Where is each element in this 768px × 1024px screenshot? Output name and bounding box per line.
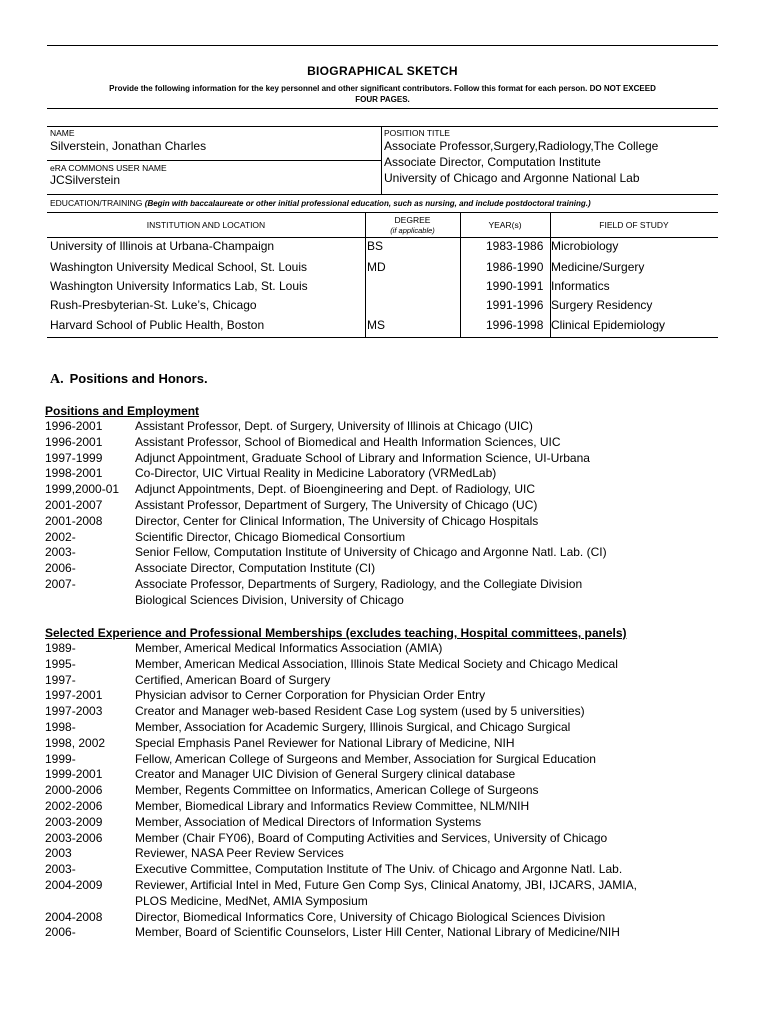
- item-text: Special Emphasis Panel Reviewer for National Library of Medicine, NIH: [135, 735, 515, 750]
- list-item: [45, 752, 735, 768]
- edu-years: 1991-1996: [486, 298, 544, 312]
- item-text: Assistant Professor, School of Biomedical and Health Information Sciences, UIC: [135, 434, 561, 449]
- col-field: FIELD OF STUDY: [599, 220, 669, 230]
- memberships-list: [45, 641, 735, 941]
- section-a-letter: A.: [50, 372, 64, 387]
- commons-name: JCSilverstein: [50, 173, 121, 187]
- education-note: (Begin with baccalaureate or other initial professional education, such as nursing, and include postdoctoral training.): [144, 199, 591, 208]
- list-item: [45, 673, 735, 689]
- item-text: Assistant Professor, Dept. of Surgery, University of Illinois at Chicago (UIC): [135, 419, 533, 433]
- item-text: Member, Association of Medical Directors of Information Systems: [135, 814, 482, 829]
- list-item: [45, 482, 735, 498]
- item-text: PLOS Medicine, MedNet, AMIA Symposium: [135, 893, 368, 908]
- list-item: [45, 451, 735, 467]
- item-text: Member, Board of Scientific Counselors, Lister Hill Center, National Library of Medicine/NIH: [135, 925, 620, 940]
- edu-body-divider-2: [460, 237, 461, 337]
- list-item: [45, 783, 735, 799]
- list-item: [45, 593, 735, 609]
- edu-institution: Rush-Presbyterian-St. Luke’s, Chicago: [50, 298, 257, 312]
- item-year: 1999-: [45, 751, 76, 766]
- list-item: [45, 577, 735, 593]
- item-text: Director, Biomedical Informatics Core, University of Chicago Biological Sciences Division: [135, 909, 606, 924]
- education-label: [50, 198, 591, 208]
- item-text: Reviewer, NASA Peer Review Services: [135, 846, 344, 861]
- list-item: [45, 831, 735, 847]
- edu-institution: Harvard School of Public Health, Boston: [50, 318, 265, 332]
- list-item: [45, 846, 735, 862]
- document-title: BIOGRAPHICAL SKETCH: [307, 64, 458, 78]
- item-year: 2007-: [45, 576, 76, 591]
- list-item: [45, 641, 735, 657]
- name-label: NAME: [50, 128, 75, 138]
- edu-degree: MS: [367, 318, 385, 332]
- edu-years: 1986-1990: [486, 260, 544, 274]
- item-year: 2003-: [45, 862, 76, 877]
- item-year: 1999-2001: [45, 767, 103, 782]
- item-text: Member, Association for Academic Surgery, Illinois Surgical, and Chicago Surgical: [135, 719, 571, 734]
- item-year: 2003-2009: [45, 814, 103, 829]
- list-item: [45, 878, 735, 894]
- item-text: Senior Fellow, Computation Institute of University of Chicago and Argonne Natl. Lab. (CI): [135, 545, 607, 560]
- item-text: Director, Center for Clinical Information, The University of Chicago Hospitals: [135, 513, 539, 528]
- list-item: [45, 688, 735, 704]
- item-text: Reviewer, Artificial Intel in Med, Future Gen Comp Sys, Clinical Anatomy, JBI, IJCARS, JAMIA,: [135, 877, 637, 892]
- item-text: Member, Americal Medical Informatics Association (AMIA): [135, 641, 443, 655]
- positions-heading: Positions and Employment: [45, 404, 200, 418]
- edu-institution: Washington University Informatics Lab, St. Louis: [50, 279, 308, 293]
- instructions-line-2: FOUR PAGES.: [355, 95, 410, 104]
- edu-body-divider-1: [365, 237, 366, 337]
- box-bottom-rule: [47, 194, 718, 195]
- item-year: 2002-2006: [45, 798, 103, 813]
- item-year: 2003: [45, 846, 72, 861]
- item-year: 2006-: [45, 925, 76, 940]
- list-item: [45, 736, 735, 752]
- section-a-heading: [50, 371, 208, 388]
- item-year: 1998-: [45, 719, 76, 734]
- item-text: Member, American Medical Association, Illinois State Medical Society and Chicago Medical: [135, 656, 618, 671]
- list-item: [45, 894, 735, 910]
- positions-list: [45, 419, 735, 609]
- edu-years: 1983-1986: [486, 239, 544, 253]
- item-text: Biological Sciences Division, University of Chicago: [135, 592, 404, 607]
- edu-degree: MD: [367, 260, 386, 274]
- box-top-rule: [47, 126, 718, 127]
- item-text: Assistant Professor, Department of Surgery, The University of Chicago (UC): [135, 497, 538, 512]
- item-year: 2001-2008: [45, 513, 103, 528]
- box-divider: [381, 126, 382, 194]
- edu-institution: Washington University Medical School, St. Louis: [50, 260, 308, 274]
- position-line-1: Associate Professor,Surgery,Radiology,The College: [384, 139, 659, 153]
- list-item: [45, 545, 735, 561]
- item-year: 2000-2006: [45, 783, 103, 798]
- item-text: Associate Professor, Departments of Surgery, Radiology, and the Collegiate Division: [135, 576, 583, 591]
- item-text: Physician advisor to Cerner Corporation for Physician Order Entry: [135, 688, 486, 703]
- item-year: 2004-2008: [45, 909, 103, 924]
- list-item: [45, 466, 735, 482]
- list-item: [45, 419, 735, 435]
- list-item: [45, 925, 735, 941]
- header-rule: [47, 108, 718, 109]
- item-text: Member, Biomedical Library and Informatics Review Committee, NLM/NIH: [135, 798, 530, 813]
- item-year: 1998-2001: [45, 466, 103, 481]
- item-text: Scientific Director, Chicago Biomedical Consortium: [135, 529, 406, 544]
- list-item: [45, 498, 735, 514]
- item-year: 2003-: [45, 545, 76, 560]
- instructions-line-1: Provide the following information for the key personnel and other significant contributors. Follow this format for each person. DO NOT EXCEED: [109, 84, 656, 93]
- item-year: 2006-: [45, 561, 76, 576]
- edu-header-top-rule: [47, 212, 718, 213]
- item-year: 1997-1999: [45, 450, 103, 465]
- item-year: 2004-2009: [45, 877, 103, 892]
- item-text: Creator and Manager web-based Resident Case Log system (used by 5 universities): [135, 704, 585, 719]
- item-year: 1999,2000-01: [45, 482, 120, 497]
- item-year: 1989-: [45, 641, 76, 655]
- item-year: 1995-: [45, 656, 76, 671]
- position-line-2: Associate Director, Computation Institute: [384, 155, 601, 169]
- edu-institution: University of Illinois at Urbana-Champaign: [50, 239, 275, 253]
- edu-years: 1996-1998: [486, 318, 544, 332]
- item-year: 2001-2007: [45, 497, 103, 512]
- education-title: EDUCATION/TRAINING: [50, 198, 143, 208]
- instructions: [47, 83, 718, 105]
- list-item: [45, 767, 735, 783]
- edu-header-bottom-rule: [47, 237, 718, 238]
- commons-label: eRA COMMONS USER NAME: [50, 163, 167, 173]
- edu-field: Medicine/Surgery: [551, 260, 645, 274]
- edu-degree: BS: [367, 239, 384, 253]
- list-item: [45, 910, 735, 926]
- col-degree-label: DEGREE: [394, 215, 431, 225]
- list-item: [45, 530, 735, 546]
- item-year: 1996-2001: [45, 419, 103, 433]
- position-label: POSITION TITLE: [384, 128, 450, 138]
- item-year: 1997-2003: [45, 704, 103, 719]
- list-item: [45, 799, 735, 815]
- col-institution: INSTITUTION AND LOCATION: [146, 220, 266, 230]
- edu-bottom-rule: [47, 337, 718, 338]
- section-a-title: Positions and Honors.: [69, 371, 208, 386]
- list-item: [45, 720, 735, 736]
- item-year: 1997-2001: [45, 688, 103, 703]
- col-degree: [365, 215, 460, 236]
- edu-field: Microbiology: [551, 239, 619, 253]
- col-degree-note: (if applicable): [390, 226, 435, 235]
- item-text: Member (Chair FY06), Board of Computing Activities and Services, University of Chicago: [135, 830, 608, 845]
- item-text: Adjunct Appointments, Dept. of Bioengineering and Dept. of Radiology, UIC: [135, 482, 536, 497]
- list-item: [45, 561, 735, 577]
- item-text: Co-Director, UIC Virtual Reality in Medicine Laboratory (VRMedLab): [135, 466, 497, 481]
- item-text: Associate Director, Computation Institute (CI): [135, 561, 376, 576]
- edu-years: 1990-1991: [486, 279, 544, 293]
- list-item: [45, 657, 735, 673]
- top-rule: [47, 45, 718, 46]
- list-item: [45, 815, 735, 831]
- item-text: Member, Regents Committee on Informatics, American College of Surgeons: [135, 783, 539, 798]
- list-item: [45, 704, 735, 720]
- item-year: 2003-2006: [45, 830, 103, 845]
- memberships-heading: Selected Experience and Professional Memberships (excludes teaching, Hospital committees, panels): [45, 626, 627, 640]
- position-line-3: University of Chicago and Argonne National Lab: [384, 171, 640, 185]
- item-year: 2002-: [45, 529, 76, 544]
- edu-field: Informatics: [551, 279, 610, 293]
- item-year: 1997-: [45, 672, 76, 687]
- name-rule: [47, 160, 381, 161]
- item-year: 1996-2001: [45, 434, 103, 449]
- edu-field: Clinical Epidemiology: [551, 318, 666, 332]
- edu-field: Surgery Residency: [551, 298, 653, 312]
- list-item: [45, 862, 735, 878]
- item-text: Creator and Manager UIC Division of General Surgery clinical database: [135, 767, 516, 782]
- item-text: Certified, American Board of Surgery: [135, 672, 331, 687]
- col-years: YEAR(s): [488, 220, 522, 230]
- item-text: Executive Committee, Computation Institute of The Univ. of Chicago and Argonne Natl. Lab.: [135, 862, 623, 877]
- person-name: Silverstein, Jonathan Charles: [50, 139, 207, 153]
- list-item: [45, 435, 735, 451]
- item-year: 1998, 2002: [45, 735, 106, 750]
- item-text: Fellow, American College of Surgeons and Member, Association for Surgical Education: [135, 751, 596, 766]
- list-item: [45, 514, 735, 530]
- item-text: Adjunct Appointment, Graduate School of Library and Information Science, UI-Urbana: [135, 450, 590, 465]
